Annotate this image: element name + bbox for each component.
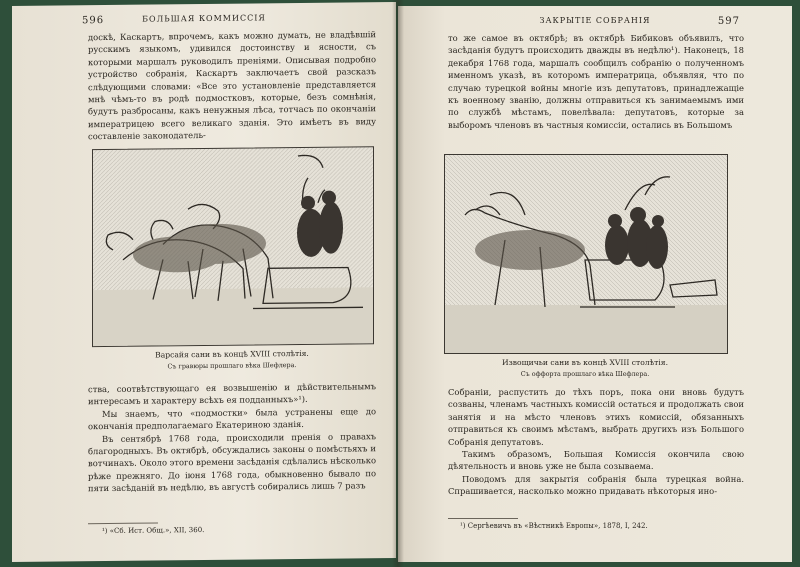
- right-paragraph-3: Поводомъ для закрытія собранія была турецкая война. Спрашивается, насколько можно придавать нѣкоторыя ино-: [448, 473, 744, 497]
- right-caption-title: Извощичьи сани въ концѣ XVIII столѣтія.: [501, 358, 669, 367]
- cab-sleigh-illustration: [445, 155, 727, 353]
- right-caption-source: Съ оффорта прошлаго вѣка Шефлера.: [520, 370, 650, 378]
- left-page: [12, 2, 396, 562]
- right-page-number: 597: [717, 16, 740, 27]
- left-caption-title: Варсайя сани въ концѣ XVIII столѣтія.: [155, 348, 309, 360]
- left-footnote: ¹) «Сб. Ист. Общ.», XII, 360.: [102, 525, 205, 536]
- left-caption-source: Съ гравюры прошлаго вѣка Шефлера.: [167, 361, 297, 371]
- left-paragraph-2: Мы знаемъ, что «подмостки» была устранены еще до окончанія предполагаемаго Екатериною зданія.: [88, 406, 376, 432]
- left-top-paragraph: [88, 28, 376, 143]
- left-figure-caption: [92, 348, 372, 371]
- sleigh-illustration: [93, 147, 373, 346]
- right-figure-caption: [444, 358, 726, 378]
- troika-sleigh-engraving: [92, 146, 374, 347]
- left-paragraph-3: Въ сентябрѣ 1768 года, происходили пренія о правахъ благородныхъ. Въ октябрѣ, обсуждались законы о помѣстьяхъ и вотчинахъ. Около этого времени засѣданія сдѣлались нѣсколько рѣже прежняго. До іюня 1768 года, обыкновенно бывало по пяти засѣданій въ недѣлю, въ августѣ собирались лишь 7 разъ: [88, 430, 376, 494]
- right-bottom-text: [448, 386, 744, 498]
- right-paragraph-1: Собраніи, распустить до тѣхъ поръ, пока они вновь будутъ созваны, членамъ частныхъ комиссій остаться и продолжать свои занятія и на мѣсто членовъ этихъ комиссій, обязанныхъ отправиться къ своимъ мѣстамъ, выбрать другихъ изъ Большого Собранія депутатовъ.: [448, 387, 744, 447]
- right-paragraph-text: то же самое въ октябрѣ; въ октябрѣ Бибиковъ объявилъ, что засѣданія будутъ происходить дважды въ недѣлю¹). Наконецъ, 18 декабря 1768 года, маршалъ сообщилъ собранію о полученномъ именномъ указѣ, въ которомъ императрица, объявляя, что по случаю турецкой войны многіе изъ депутатовъ, принадлежащіе къ военному званію, должны отправиться къ занимаемымъ ими по службѣ мѣстамъ, повелѣвала: депутатовъ, которые за выборомъ членовъ въ частныя комиссіи, остались въ Большомъ: [448, 33, 744, 130]
- book-gutter: [392, 0, 404, 567]
- left-page-number: 596: [82, 15, 105, 27]
- left-paragraph-text: доскѣ, Каскартъ, впрочемъ, какъ можно думать, не владѣвшій русскимъ языкомъ, удивился достоинству и ясности, съ которыми маршалъ руководилъ преніями. Описывая подробно устройство собранія, Каскартъ заключаетъ свой разсказъ слѣдующими словами: «Все это установленіе представляется мнѣ чѣмъ-то въ родѣ подмостковъ, которые, безъ сомнѣнія, будутъ разбросаны, какъ ненужныя лѣса, тотчасъ по окончаніи императрицею всего великаго зданія. Это имѣетъ въ виду составленіе законодатель-: [88, 29, 376, 142]
- right-footnote: ¹) Сергѣевичъ въ «Вѣстникѣ Европы», 1878, I, 242.: [460, 522, 648, 530]
- right-page: [398, 6, 792, 562]
- right-running-title: ЗАКРЫТІЕ СОБРАНІЯ: [539, 16, 651, 25]
- left-footnote-rule: [88, 522, 158, 524]
- right-footnote-rule: [448, 518, 518, 519]
- left-paragraph-1: ства, соотвѣтствующаго ея возвышенію и дѣйствительнымъ интересамъ и характеру всѣхъ ея подданныхъ»¹).: [88, 381, 376, 407]
- left-running-title: БОЛЬШАЯ КОММИССІЯ: [142, 13, 266, 24]
- cab-sleigh-etching: [444, 154, 728, 354]
- right-top-paragraph: [448, 32, 744, 131]
- left-bottom-text: [88, 380, 376, 495]
- right-paragraph-2: Такимъ образомъ, Большая Комиссія окончила свою дѣятельность и вновь уже не была созываема.: [448, 449, 744, 472]
- left-page-header: [12, 12, 396, 27]
